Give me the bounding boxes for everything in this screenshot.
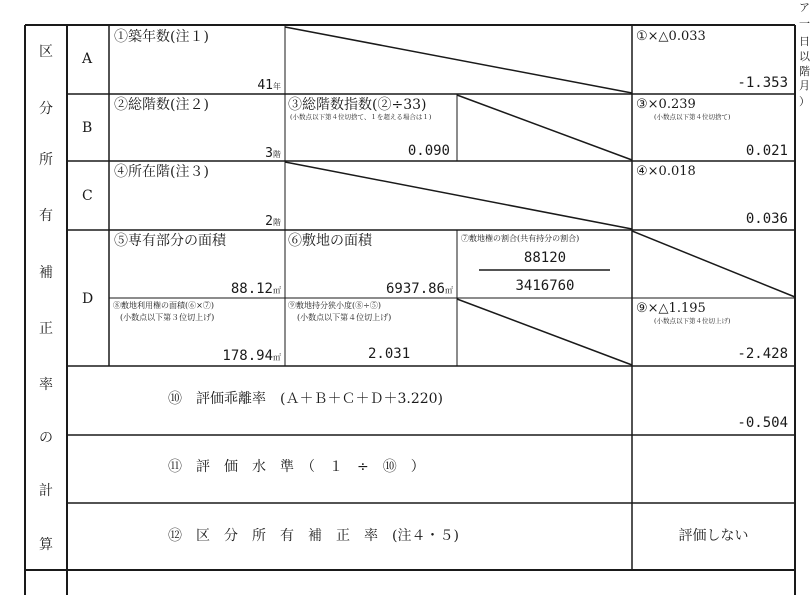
row-letter-d: D — [82, 291, 94, 307]
ratio-denominator: 3416760 — [515, 278, 575, 294]
result-b: 0.021 — [745, 143, 788, 159]
built-years-value — [200, 76, 281, 92]
edge-char: 一 — [799, 17, 810, 30]
land-use-area-note: (小数点以下第３位切上げ) — [120, 313, 215, 322]
edge-char: ア — [799, 1, 810, 14]
site-narrowness-value: 2.031 — [368, 346, 411, 362]
formula-b: ③×0.239 — [636, 97, 696, 112]
side-char: 正 — [39, 321, 53, 337]
unit: 階 — [273, 150, 281, 159]
value-number: 41 — [257, 78, 273, 93]
formula-d: ⑨×△1.195 — [636, 301, 706, 316]
unit: ㎡ — [273, 286, 281, 295]
valuation-level-label: ⑪ 評 価 水 準 （ １ ÷ ⑩ ） — [168, 459, 425, 475]
edge-char: 階 — [799, 65, 810, 78]
row-letter-b: B — [82, 120, 93, 136]
value-number: 2 — [265, 214, 273, 229]
result-a: -1.353 — [737, 75, 788, 91]
edge-char: ） — [799, 95, 810, 108]
valuation-divergence-value: -0.504 — [737, 415, 788, 431]
edge-char: 月 — [799, 79, 810, 92]
site-area-title: ⑥敷地の面積 — [288, 233, 372, 249]
side-char: 算 — [39, 537, 53, 553]
built-years-title: ①築年数(注１) — [114, 29, 209, 45]
site-area-value — [320, 280, 453, 296]
land-use-area-value — [150, 347, 281, 363]
side-char: 率 — [39, 377, 53, 393]
formula-d-note: (小数点以下第４位切上げ) — [654, 317, 731, 325]
formula-b-note: (小数点以下第４位切捨て) — [654, 113, 731, 121]
value-number: 3 — [265, 146, 273, 161]
edge-char: 日 — [799, 35, 810, 48]
valuation-divergence-label: ⑩ 評価乖離率 (Ａ＋Ｂ＋Ｃ＋Ｄ＋3.220) — [168, 391, 444, 407]
unit-ownership-correction-label: ⑫ 区 分 所 有 補 正 率 (注４・５) — [168, 528, 459, 544]
side-char: の — [39, 430, 53, 446]
floor-index-value: 0.090 — [407, 143, 450, 159]
floor-location-title: ④所在階(注３) — [114, 164, 209, 180]
value-number: 6937.86 — [385, 281, 445, 297]
row-letter-c: C — [82, 188, 93, 204]
formula-c: ④×0.018 — [636, 164, 696, 179]
side-char: 補 — [39, 265, 53, 281]
unit: 年 — [273, 82, 281, 91]
side-char: 計 — [39, 483, 53, 499]
edge-char: 以 — [799, 50, 810, 63]
land-right-ratio-title: ⑦敷地権の割合(共有持分の割合) — [461, 234, 580, 243]
unit-ownership-correction-value: 評価しない — [678, 528, 749, 544]
unit: ㎡ — [445, 286, 453, 295]
side-char: 区 — [39, 44, 53, 60]
total-floors-value — [200, 144, 281, 160]
side-char: 有 — [39, 208, 53, 224]
land-use-area-title: ⑧敷地利用権の面積(⑥×⑦) — [113, 301, 214, 310]
exclusive-area-value — [150, 280, 281, 296]
floor-index-title: ③総階数指数(②÷33) — [288, 97, 427, 113]
result-d: -2.428 — [737, 346, 788, 362]
site-narrowness-title: ⑨敷地持分狭小度(⑧÷⑤) — [288, 301, 381, 310]
ratio-numerator: 88120 — [523, 250, 567, 266]
side-char: 所 — [39, 152, 53, 168]
exclusive-area-title: ⑤専有部分の面積 — [114, 233, 226, 249]
floor-index-note: (小数点以下第４位切捨て、１を超える場合は１) — [290, 113, 432, 121]
site-narrowness-note: (小数点以下第４位切上げ) — [297, 313, 392, 322]
unit: ㎡ — [273, 353, 281, 362]
result-c: 0.036 — [745, 211, 788, 227]
floor-location-value — [200, 212, 281, 228]
total-floors-title: ②総階数(注２) — [114, 97, 209, 113]
row-letter-a: A — [82, 51, 93, 67]
formula-a: ①×△0.033 — [636, 29, 706, 44]
value-number: 88.12 — [230, 281, 273, 297]
side-char: 分 — [39, 101, 53, 117]
value-number: 178.94 — [222, 348, 273, 364]
unit: 階 — [273, 218, 281, 227]
